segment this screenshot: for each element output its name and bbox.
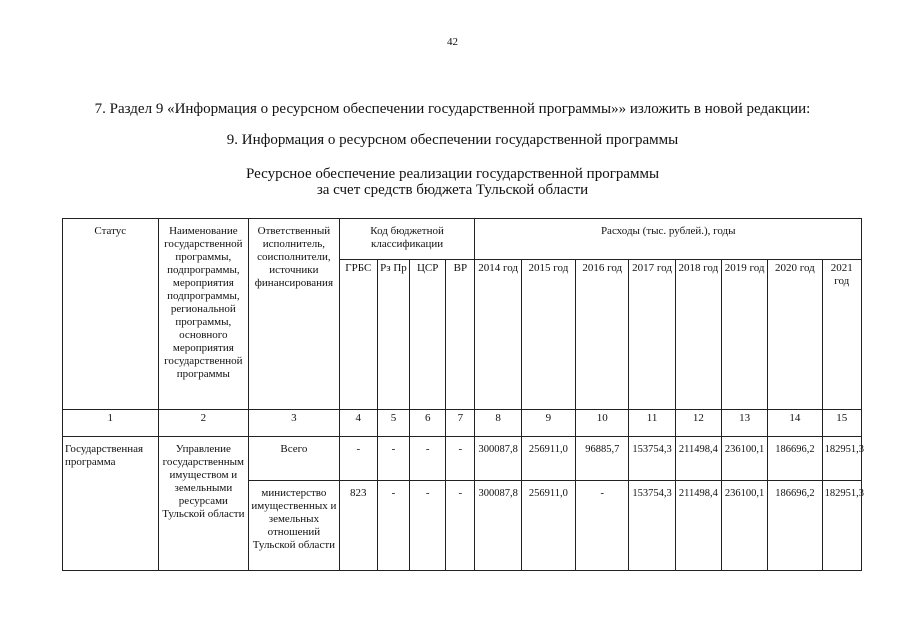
page-number: 42 — [447, 36, 458, 48]
header-year: 2020 год — [768, 260, 822, 410]
value-cell: 211498,4 — [675, 481, 721, 571]
column-number: 4 — [339, 410, 377, 437]
header-executor: Ответственный исполнитель, соисполнители, источники финансирования — [249, 219, 340, 410]
header-year: 2019 год — [721, 260, 767, 410]
table-title-line-2: за счет средств бюджета Тульской области — [316, 182, 589, 198]
value-cell: 153754,3 — [629, 437, 675, 481]
value-cell: 256911,0 — [521, 437, 575, 481]
table-title — [0, 166, 905, 198]
csr-cell: - — [410, 437, 446, 481]
column-number-row — [63, 410, 862, 437]
value-cell: 186696,2 — [768, 437, 822, 481]
header-year: 2015 год — [521, 260, 575, 410]
column-number: 14 — [768, 410, 822, 437]
value-cell: - — [576, 481, 629, 571]
csr-cell: - — [410, 481, 446, 571]
value-cell: 300087,8 — [475, 437, 521, 481]
column-number: 8 — [475, 410, 521, 437]
column-number: 13 — [721, 410, 767, 437]
header-year: 2016 год — [576, 260, 629, 410]
header-rzpr: Рз Пр — [377, 260, 409, 410]
header-status: Статус — [63, 219, 159, 410]
header-expenses: Расходы (тыс. рублей.), годы — [475, 219, 862, 260]
value-cell: 182951,3 — [822, 481, 861, 571]
executor-cell: Всего — [249, 437, 340, 481]
column-number: 7 — [446, 410, 475, 437]
value-cell: 96885,7 — [576, 437, 629, 481]
value-cell: 236100,1 — [721, 481, 767, 571]
header-year: 2021 год — [822, 260, 861, 410]
value-cell: 153754,3 — [629, 481, 675, 571]
rzpr-cell: - — [377, 437, 409, 481]
column-number: 1 — [63, 410, 159, 437]
column-number: 15 — [822, 410, 861, 437]
rzpr-cell: - — [377, 481, 409, 571]
value-cell: 236100,1 — [721, 437, 767, 481]
header-grbs: ГРБС — [339, 260, 377, 410]
section-title: 9. Информация о ресурсном обеспечении государственной программы — [226, 132, 679, 148]
header-name: Наименование государственной программы, подпрограммы, мероприятия подпрограммы, региональной программы, основного мероприятия государственной программы — [158, 219, 249, 410]
value-cell: 211498,4 — [675, 437, 721, 481]
grbs-cell: - — [339, 437, 377, 481]
vr-cell: - — [446, 481, 475, 571]
header-year: 2017 год — [629, 260, 675, 410]
heading-instruction: 7. Раздел 9 «Информация о ресурсном обеспечении государственной программы»» изложить в новой редакции: — [94, 101, 811, 117]
header-csr: ЦСР — [410, 260, 446, 410]
column-number: 5 — [377, 410, 409, 437]
header-year: 2018 год — [675, 260, 721, 410]
value-cell: 186696,2 — [768, 481, 822, 571]
program-name-cell: Управление государственным имуществом и земельными ресурсами Тульской области — [158, 437, 249, 571]
column-number: 6 — [410, 410, 446, 437]
column-number: 12 — [675, 410, 721, 437]
header-vr: ВР — [446, 260, 475, 410]
table-title-line-1: Ресурсное обеспечение реализации государственной программы — [245, 166, 660, 182]
column-number: 3 — [249, 410, 340, 437]
table-row — [63, 437, 862, 481]
vr-cell: - — [446, 437, 475, 481]
resource-table — [62, 218, 862, 571]
header-year: 2014 год — [475, 260, 521, 410]
executor-cell: министерство имущественных и земельных отношений Тульской области — [249, 481, 340, 571]
column-number: 2 — [158, 410, 249, 437]
column-number: 9 — [521, 410, 575, 437]
column-number: 10 — [576, 410, 629, 437]
column-number: 11 — [629, 410, 675, 437]
value-cell: 300087,8 — [475, 481, 521, 571]
value-cell: 256911,0 — [521, 481, 575, 571]
grbs-cell: 823 — [339, 481, 377, 571]
value-cell: 182951,3 — [822, 437, 861, 481]
header-budget-code: Код бюджетной классификации — [339, 219, 475, 260]
status-cell: Государственная программа — [63, 437, 159, 571]
